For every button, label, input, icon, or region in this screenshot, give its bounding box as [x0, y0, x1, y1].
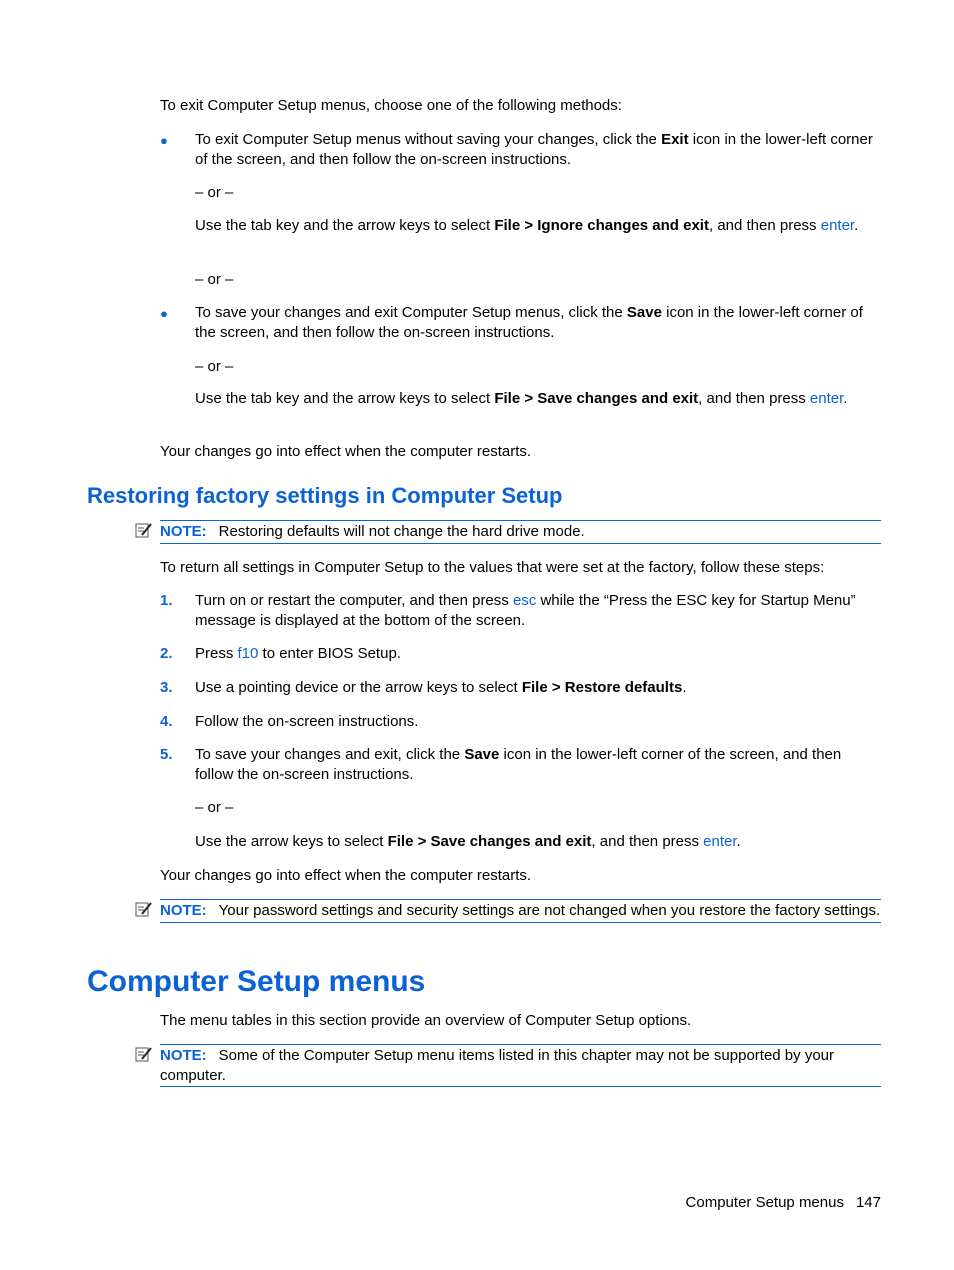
step-1-text: Turn on or restart the computer, and then press esc while the “Press the ESC key for Startup Menu” message is displayed at the bottom of the screen. — [195, 592, 856, 629]
menus-section-heading: Computer Setup menus — [87, 965, 426, 998]
or-separator: – or – — [195, 358, 234, 375]
enter-key-label: enter — [703, 833, 737, 850]
step-2-text: Press f10 to enter BIOS Setup. — [195, 645, 401, 662]
or-separator: – or – — [195, 799, 234, 816]
restore-intro-paragraph: To return all settings in Computer Setup to the values that were set at the factory, follow these steps: — [160, 559, 825, 576]
note-pencil-icon — [135, 1046, 153, 1062]
or-separator: – or – — [195, 271, 234, 288]
save-keyword: Save — [626, 304, 662, 321]
effect-paragraph: Your changes go into effect when the computer restarts. — [160, 443, 532, 460]
enter-key-label: enter — [809, 390, 844, 407]
step-5-text: To save your changes and exit, click the Save icon in the lower-left corner of the screen, and then follow the on-screen instructions. — [195, 746, 842, 783]
note-text: Restoring defaults will not change the hard drive mode. — [218, 523, 585, 540]
step-number: 3. — [160, 679, 173, 696]
restore-section-heading: Restoring factory settings in Computer Setup — [87, 483, 563, 508]
exit-keyword: Exit — [661, 131, 689, 148]
effect-paragraph: Your changes go into effect when the computer restarts. — [160, 867, 532, 884]
save-and-exit-item: To save your changes and exit Computer Setup menus, click the Save icon in the lower-left corner of the screen, and then follow the on-screen instructions. — [195, 304, 863, 341]
note-text: Your password settings and security settings are not changed when you restore the factory settings. — [218, 902, 881, 919]
exit-without-saving-item: To exit Computer Setup menus without saving your changes, click the Exit icon in the lower-left corner of the screen, and then follow the on-screen instructions. — [195, 131, 873, 168]
or-separator: – or – — [195, 184, 234, 201]
save-changes-instruction: Use the tab key and the arrow keys to select File > Save changes and exit, and then press enter. — [195, 390, 848, 407]
page-number: 147 — [855, 1194, 881, 1211]
ignore-changes-instruction: Use the tab key and the arrow keys to select File > Ignore changes and exit, and then press enter. — [195, 217, 859, 234]
bullet-dot-icon: ● — [160, 133, 168, 148]
esc-key-label: esc — [512, 592, 537, 609]
page-footer — [686, 1193, 881, 1213]
note-box-support — [160, 1044, 881, 1087]
step-number: 1. — [160, 592, 173, 609]
note-label: NOTE: — [160, 902, 207, 919]
note-label: NOTE: — [160, 1047, 207, 1064]
note-box-hard-drive — [160, 520, 881, 544]
step-3-text: Use a pointing device or the arrow keys to select File > Restore defaults. — [195, 679, 687, 696]
save-keyword: Save — [464, 746, 500, 763]
arrow-keys-instruction: Use the arrow keys to select File > Save changes and exit, and then press enter. — [195, 833, 741, 850]
note-pencil-icon — [135, 901, 153, 917]
menus-intro-paragraph: The menu tables in this section provide an overview of Computer Setup options. — [160, 1012, 692, 1029]
step-number: 2. — [160, 645, 173, 662]
bullet-dot-icon: ● — [160, 306, 168, 321]
step-number: 4. — [160, 713, 173, 730]
enter-key-label: enter — [820, 217, 855, 234]
step-number: 5. — [160, 746, 173, 763]
f10-key-label: f10 — [237, 645, 259, 662]
note-label: NOTE: — [160, 523, 207, 540]
intro-paragraph: To exit Computer Setup menus, choose one of the following methods: — [160, 97, 622, 114]
note-text: Some of the Computer Setup menu items listed in this chapter may not be supported by your computer. — [160, 1047, 834, 1084]
note-pencil-icon — [135, 522, 153, 538]
step-4-text: Follow the on-screen instructions. — [195, 713, 419, 730]
footer-title: Computer Setup menus — [685, 1194, 844, 1211]
note-box-password — [160, 899, 881, 923]
